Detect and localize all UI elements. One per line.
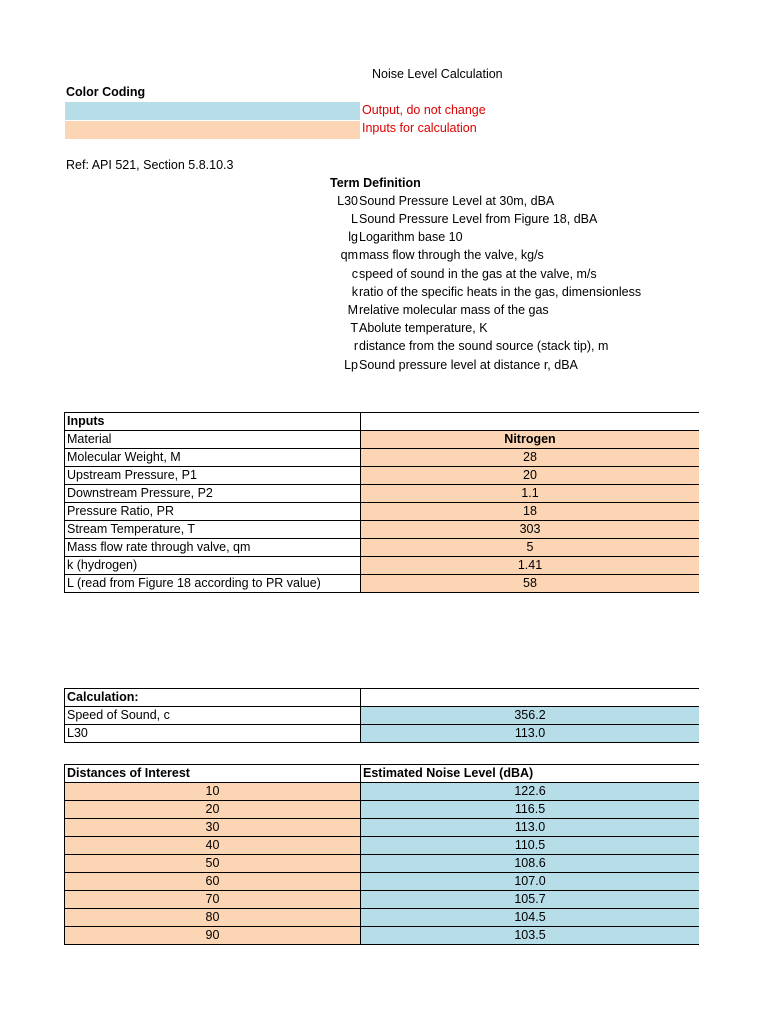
k-input[interactable]: 1.41 bbox=[361, 557, 700, 575]
distance-input[interactable]: 70 bbox=[65, 891, 361, 909]
term-row bbox=[300, 212, 768, 230]
distance-input[interactable]: 90 bbox=[65, 927, 361, 945]
distance-input[interactable]: 80 bbox=[65, 909, 361, 927]
table-row bbox=[65, 575, 700, 593]
table-row bbox=[65, 873, 700, 891]
table-header-row bbox=[65, 765, 700, 783]
table-cell bbox=[361, 413, 700, 431]
term-description: Abolute temperature, K bbox=[359, 321, 488, 335]
term-description: Sound pressure level at distance r, dBA bbox=[359, 358, 578, 372]
l30-output: 113.0 bbox=[361, 725, 700, 743]
downstream-pressure-input[interactable]: 1.1 bbox=[361, 485, 700, 503]
table-row bbox=[65, 837, 700, 855]
term-description: Logarithm base 10 bbox=[359, 230, 463, 244]
term-symbol: L bbox=[351, 212, 358, 226]
term-description: mass flow through the valve, kg/s bbox=[359, 248, 544, 262]
term-symbol: T bbox=[350, 321, 358, 335]
term-symbol: r bbox=[353, 339, 358, 353]
table-row bbox=[65, 485, 700, 503]
table-row bbox=[65, 909, 700, 927]
row-label: Upstream Pressure, P1 bbox=[65, 467, 361, 485]
inputs-table bbox=[64, 412, 699, 593]
term-description: Sound Pressure Level from Figure 18, dBA bbox=[359, 212, 598, 226]
noise-output: 113.0 bbox=[361, 819, 700, 837]
speed-of-sound-output: 356.2 bbox=[361, 707, 700, 725]
term-row bbox=[300, 303, 768, 321]
row-label: Mass flow rate through valve, qm bbox=[65, 539, 361, 557]
table-row bbox=[65, 855, 700, 873]
term-symbol: lg bbox=[348, 230, 358, 244]
table-row bbox=[65, 801, 700, 819]
calculation-table bbox=[64, 688, 699, 743]
table-row bbox=[65, 539, 700, 557]
row-label: L30 bbox=[65, 725, 361, 743]
noise-output: 122.6 bbox=[361, 783, 700, 801]
term-symbol: c bbox=[351, 267, 358, 281]
table-header-row bbox=[65, 413, 700, 431]
noise-output: 104.5 bbox=[361, 909, 700, 927]
material-input[interactable]: Nitrogen bbox=[361, 431, 700, 449]
page-title: Noise Level Calculation bbox=[372, 67, 503, 81]
noise-output: 110.5 bbox=[361, 837, 700, 855]
term-symbol: k bbox=[351, 285, 358, 299]
row-label: Downstream Pressure, P2 bbox=[65, 485, 361, 503]
term-row bbox=[300, 339, 768, 357]
upstream-pressure-input[interactable]: 20 bbox=[361, 467, 700, 485]
noise-output: 105.7 bbox=[361, 891, 700, 909]
table-row bbox=[65, 927, 700, 945]
row-label: L (read from Figure 18 according to PR value) bbox=[65, 575, 361, 593]
noise-output: 107.0 bbox=[361, 873, 700, 891]
distance-input[interactable]: 60 bbox=[65, 873, 361, 891]
distance-input[interactable]: 40 bbox=[65, 837, 361, 855]
term-row bbox=[300, 194, 768, 212]
pressure-ratio-input[interactable]: 18 bbox=[361, 503, 700, 521]
table-row bbox=[65, 707, 700, 725]
term-row bbox=[300, 321, 768, 339]
distance-header: Distances of Interest bbox=[65, 765, 361, 783]
term-description: relative molecular mass of the gas bbox=[359, 303, 549, 317]
color-coding-label: Color Coding bbox=[66, 85, 146, 99]
term-description: distance from the sound source (stack tip), m bbox=[359, 339, 609, 353]
noise-output: 116.5 bbox=[361, 801, 700, 819]
term-symbol: L30 bbox=[337, 194, 358, 208]
calculation-header: Calculation: bbox=[65, 689, 361, 707]
table-row bbox=[65, 449, 700, 467]
table-row bbox=[65, 783, 700, 801]
mass-flow-input[interactable]: 5 bbox=[361, 539, 700, 557]
distance-input[interactable]: 20 bbox=[65, 801, 361, 819]
row-label: Speed of Sound, c bbox=[65, 707, 361, 725]
table-row bbox=[65, 431, 700, 449]
table-row bbox=[65, 725, 700, 743]
table-row bbox=[65, 521, 700, 539]
input-color-swatch bbox=[65, 121, 360, 139]
term-row bbox=[300, 358, 768, 376]
table-row bbox=[65, 819, 700, 837]
reference-text: Ref: API 521, Section 5.8.10.3 bbox=[66, 158, 234, 172]
term-symbol: qm bbox=[340, 248, 358, 262]
term-description: speed of sound in the gas at the valve, m/s bbox=[359, 267, 597, 281]
row-label: Stream Temperature, T bbox=[65, 521, 361, 539]
output-legend-text: Output, do not change bbox=[362, 103, 486, 117]
term-row bbox=[300, 267, 768, 285]
term-symbol: Lp bbox=[344, 358, 358, 372]
output-color-swatch bbox=[65, 102, 360, 120]
row-label: Molecular Weight, M bbox=[65, 449, 361, 467]
noise-output: 108.6 bbox=[361, 855, 700, 873]
row-label: Material bbox=[65, 431, 361, 449]
input-legend-text: Inputs for calculation bbox=[362, 121, 477, 135]
term-description: Sound Pressure Level at 30m, dBA bbox=[359, 194, 555, 208]
term-definition-title: Term Definition bbox=[330, 176, 421, 190]
distances-table bbox=[64, 764, 699, 945]
table-header-row bbox=[65, 689, 700, 707]
table-cell bbox=[361, 689, 700, 707]
row-label: Pressure Ratio, PR bbox=[65, 503, 361, 521]
term-row bbox=[300, 248, 768, 266]
inputs-header: Inputs bbox=[65, 413, 361, 431]
term-row bbox=[300, 230, 768, 248]
distance-input[interactable]: 30 bbox=[65, 819, 361, 837]
table-row bbox=[65, 891, 700, 909]
noise-output: 103.5 bbox=[361, 927, 700, 945]
table-row bbox=[65, 467, 700, 485]
row-label: k (hydrogen) bbox=[65, 557, 361, 575]
stream-temperature-input[interactable]: 303 bbox=[361, 521, 700, 539]
term-symbol: M bbox=[347, 303, 358, 317]
term-description: ratio of the specific heats in the gas, dimensionless bbox=[359, 285, 642, 299]
table-row bbox=[65, 557, 700, 575]
term-row bbox=[300, 285, 768, 303]
l-figure18-input[interactable]: 58 bbox=[361, 575, 700, 593]
distance-input[interactable]: 10 bbox=[65, 783, 361, 801]
noise-header: Estimated Noise Level (dBA) bbox=[361, 765, 700, 783]
molecular-weight-input[interactable]: 28 bbox=[361, 449, 700, 467]
distance-input[interactable]: 50 bbox=[65, 855, 361, 873]
table-row bbox=[65, 503, 700, 521]
